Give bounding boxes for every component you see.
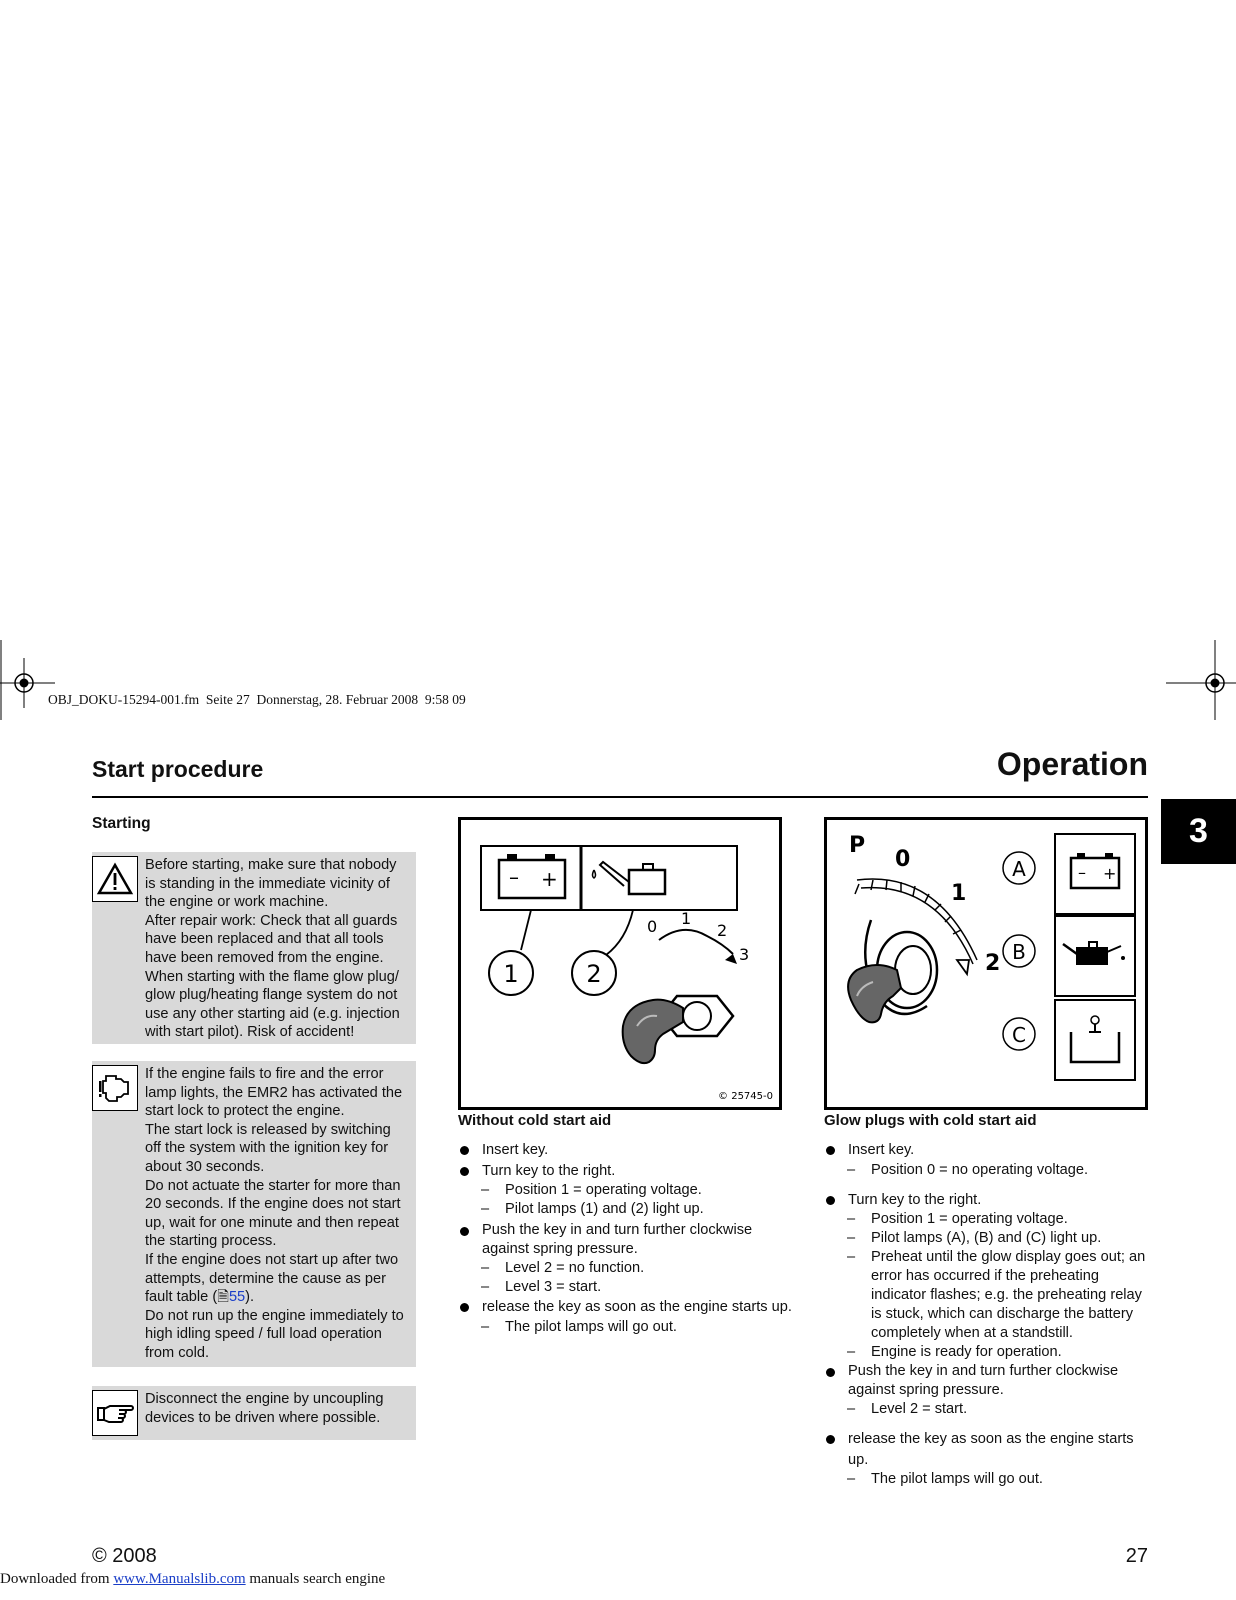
step-item: Turn key to the right. [824, 1190, 1154, 1211]
step-subitem: – Position 0 = no operating voltage. [824, 1161, 1154, 1180]
chapter-tab: 3 [1161, 799, 1236, 864]
engine-note [92, 1061, 416, 1367]
pilot-lamp-label-1: 1 [503, 960, 519, 988]
note-line [145, 1251, 410, 1307]
hint-note [92, 1386, 416, 1440]
note-line: After repair work: Check that all guards have been replaced and that all tools have been removed from the engine. [145, 912, 398, 966]
step-item: Push the key in and turn further clockwise against spring pressure. [824, 1362, 1154, 1400]
key-position-2: 2 [985, 951, 1001, 976]
crop-mark-right [1166, 640, 1236, 720]
warning-note [92, 852, 416, 1044]
key-position-3: 3 [739, 945, 750, 964]
steps-with-cold-start [824, 1140, 1154, 1489]
battery-icon [499, 854, 565, 898]
engine-caution-icon [92, 1065, 138, 1111]
pilot-lamp-label-2: 2 [586, 960, 602, 988]
step-item: release the key as soon as the engine starts up. [824, 1429, 1154, 1470]
key-position-0: 0 [647, 917, 658, 936]
download-label: Downloaded from [0, 1571, 110, 1587]
page-ref-icon: 🗎 [217, 1289, 229, 1306]
note-line: Do not actuate the starter for more than 20 seconds. If the engine does not start up, wait for one minute and then repeat the starting process. [145, 1177, 401, 1250]
subheading: Starting [92, 815, 151, 832]
steps-without-cold-start [458, 1140, 798, 1337]
note-text: ). [245, 1289, 255, 1306]
pointing-hand-icon [92, 1390, 138, 1436]
section-title: Operation [996, 746, 1148, 782]
battery-minus: – [1078, 863, 1086, 882]
figure-without-cold-start [458, 817, 782, 1110]
step-item: Push the key in and turn further clockwise against spring pressure. [458, 1221, 798, 1259]
figure2-caption: Glow plugs with cold start aid [824, 1112, 1037, 1129]
key-position-1: 1 [951, 881, 967, 906]
step-item: Insert key. [824, 1140, 1154, 1161]
step-item: release the key as soon as the engine starts up. [458, 1297, 798, 1318]
warning-triangle-icon [92, 856, 138, 902]
key-position-2: 2 [717, 921, 728, 940]
crop-mark-left [0, 640, 60, 720]
header-rule [92, 796, 1148, 798]
step-subitem: – Level 3 = start. [458, 1278, 798, 1297]
copyright: © 2008 [92, 1545, 157, 1567]
step-subitem: – Engine is ready for operation. [824, 1343, 1154, 1362]
step-subitem: – The pilot lamps will go out. [824, 1470, 1154, 1489]
note-line: The start lock is released by switching off the system with the ignition key for about 30 seconds. [145, 1121, 391, 1175]
battery-minus: – [509, 865, 519, 889]
step-subitem: – Level 2 = start. [824, 1400, 1154, 1419]
step-subitem: – Position 1 = operating voltage. [824, 1210, 1154, 1229]
note-text: If the engine does not start up after two attempts, determine the cause as per fault table ( [145, 1251, 399, 1306]
battery-plus: + [541, 867, 558, 891]
glow-plug-icon [1071, 1016, 1119, 1062]
note-line: Do not run up the engine immediately to high idling speed / full load operation from cold. [145, 1307, 404, 1361]
oil-can-icon [593, 862, 666, 894]
note-line: Before starting, make sure that nobody is standing in the immediate vicinity of the engine or work machine. [145, 857, 397, 911]
note-line: When starting with the flame glow plug/ glow plug/heating flange system do not use any other starting aid (e.g. injection with start pilot). Risk of accident! [145, 968, 400, 1041]
download-tagline: manuals search engine [249, 1571, 386, 1587]
download-note [0, 1571, 385, 1588]
note-line: If the engine fails to fire and the error lamp lights, the EMR2 has activated the start lock to protect the engine. [145, 1066, 403, 1120]
pilot-lamp-label-c: C [1012, 1023, 1026, 1047]
step-subitem: – Level 2 = no function. [458, 1259, 798, 1278]
figure-ref: © 25745-0 [718, 1091, 773, 1102]
step-item: Insert key. [458, 1140, 798, 1161]
key-position-1: 1 [681, 909, 692, 928]
pilot-lamp-label-b: B [1012, 940, 1026, 964]
figure-with-cold-start [824, 817, 1148, 1110]
glow-plug-key-illustration [827, 820, 1145, 1107]
file-info: OBJ_DOKU-15294-001.fm Seite 27 Donnerstag, 28. Februar 2008 9:58 09 [48, 692, 466, 707]
key-position-p: P [849, 833, 866, 858]
step-item: Turn key to the right. [458, 1161, 798, 1182]
step-subitem: – The pilot lamps will go out. [458, 1318, 798, 1337]
pilot-lamp-label-a: A [1012, 857, 1026, 881]
battery-icon [1071, 853, 1119, 888]
battery-plus: + [1103, 864, 1117, 883]
key-position-0: 0 [895, 847, 911, 872]
step-subitem: – Pilot lamps (1) and (2) light up. [458, 1200, 798, 1219]
step-subitem: – Pilot lamps (A), (B) and (C) light up. [824, 1229, 1154, 1248]
page-number: 27 [1125, 1545, 1148, 1567]
page-title: Start procedure [92, 756, 264, 782]
step-subitem: – Position 1 = operating voltage. [458, 1181, 798, 1200]
note-line: Disconnect the engine by uncoupling devices to be driven where possible. [145, 1391, 384, 1426]
manualslib-link[interactable]: www.Manualslib.com [113, 1571, 246, 1587]
step-subitem: – Preheat until the glow display goes out; an error has occurred if the preheating indicator flashes; e.g. the preheating relay is stuck, which can discharge the battery completely when at a standstill. [824, 1248, 1154, 1343]
key-switch-illustration [461, 820, 779, 1107]
oil-can-icon [1063, 942, 1125, 964]
figure1-caption: Without cold start aid [458, 1112, 612, 1129]
fault-table-page-link[interactable]: 55 [228, 1289, 246, 1306]
